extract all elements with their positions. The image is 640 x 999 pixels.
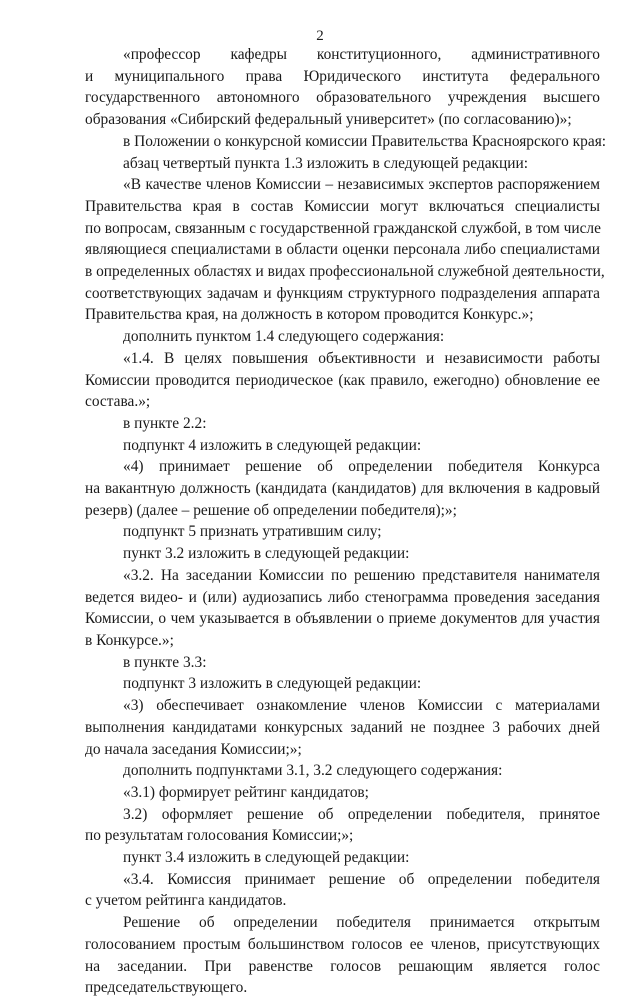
paragraph-p7	[85, 413, 600, 435]
text-line: с учетом рейтинга кандидатов.	[85, 892, 287, 910]
text-line: Комиссии, о чем указывается в объявлении о приеме документов для участия	[85, 610, 600, 628]
text-line: абзац четвертый пункта 1.3 изложить в следующей редакции:	[123, 154, 528, 172]
paragraph-p12	[85, 565, 600, 652]
text-line: пункт 3.4 изложить в следующей редакции:	[123, 849, 410, 867]
text-line: «3.1) формирует рейтинг кандидатов;	[123, 783, 369, 801]
paragraph-p5	[85, 326, 600, 348]
paragraph-p10	[85, 521, 600, 543]
text-line: «В качестве членов Комиссии – независимых экспертов распоряжением	[123, 176, 600, 194]
paragraph-p8	[85, 435, 600, 457]
paragraph-p16	[85, 760, 600, 782]
paragraph-p2	[85, 131, 607, 153]
page-number: 2	[316, 28, 324, 44]
paragraph-p13	[85, 652, 600, 674]
text-line: Решение об определении победителя принимается открытым	[123, 914, 600, 932]
paragraph-p19	[85, 847, 600, 869]
text-line: состава.»;	[85, 393, 151, 411]
text-line: государственного автономного образовательного учреждения высшего	[85, 89, 600, 107]
text-line: 3.2) оформляет решение об определении победителя, принятое	[123, 805, 600, 823]
paragraph-p15	[85, 695, 600, 760]
paragraph-p3	[85, 153, 600, 175]
paragraph-p18	[85, 804, 600, 847]
text-line: Правительства края, на должность в котором проводится Конкурс.»;	[85, 306, 534, 324]
paragraph-p11	[85, 543, 600, 565]
document-body	[85, 44, 607, 999]
text-line: резерв) (далее – решение об определении победителя);»;	[85, 501, 457, 519]
text-line: председательствующего.	[85, 979, 248, 997]
text-line: в Положении о конкурсной комиссии Правительства Красноярского края:	[123, 132, 607, 150]
text-line: «профессор кафедры конституционного, административного	[123, 46, 600, 63]
text-line: Правительства края в состав Комиссии могут включаться специалисты	[85, 197, 600, 215]
paragraph-p14	[85, 673, 600, 695]
text-line: образования «Сибирский федеральный университет» (по согласованию)»;	[85, 111, 572, 129]
text-line: подпункт 5 признать утратившим силу;	[123, 523, 382, 541]
text-line: выполнения кандидатами конкурсных заданий не позднее 3 рабочих дней	[85, 718, 600, 736]
paragraph-p17	[85, 782, 600, 804]
paragraph-p1	[85, 44, 600, 131]
text-line: дополнить подпунктами 3.1, 3.2 следующего содержания:	[123, 762, 503, 780]
text-line: до начала заседания Комиссии;»;	[85, 740, 302, 758]
text-line: в пункте 2.2:	[123, 414, 207, 432]
text-line: на заседании. При равенстве голосов решающим является голос	[85, 957, 600, 975]
text-line: по вопросам, связанным с государственной гражданской службой, в том числе	[85, 219, 601, 237]
text-line: по результатам голосования Комиссии;»;	[85, 827, 354, 845]
text-line: пункт 3.2 изложить в следующей редакции:	[123, 545, 410, 563]
text-line: в определенных областях и видах профессиональной служебной деятельности,	[85, 263, 605, 281]
text-line: подпункт 3 изложить в следующей редакции:	[123, 675, 422, 693]
text-line: в пункте 3.3:	[123, 653, 207, 671]
text-line: Комиссии проводится периодическое (как правило, ежегодно) обновление ее	[85, 371, 600, 389]
text-line: соответствующих задачам и функциям структурного подразделения аппарата	[85, 284, 600, 302]
text-line: ведется видео- и (или) аудиозапись либо стенограмма проведения заседания	[85, 588, 600, 606]
text-line: дополнить пунктом 1.4 следующего содержания:	[123, 328, 445, 346]
text-line: подпункт 4 изложить в следующей редакции:	[123, 436, 422, 454]
paragraph-p20	[85, 869, 600, 912]
text-line: голосованием простым большинством голосов ее членов, присутствующих	[85, 935, 600, 953]
text-line: «1.4. В целях повышения объективности и независимости работы	[123, 349, 600, 367]
text-line: на вакантную должность (кандидата (кандидатов) для включения в кадровый	[85, 480, 600, 498]
paragraph-p21	[85, 912, 600, 999]
text-line: являющиеся специалистами в области оценки персонала либо специалистами	[85, 241, 600, 259]
text-line: и муниципального права Юридического института федерального	[85, 67, 600, 85]
text-line: «4) принимает решение об определении победителя Конкурса	[123, 458, 600, 476]
paragraph-p6	[85, 348, 600, 413]
text-line: «3.2. На заседании Комиссии по решению представителя нанимателя	[123, 566, 600, 584]
paragraph-p4	[85, 174, 605, 326]
text-line: «3) обеспечивает ознакомление членов Комиссии с материалами	[123, 697, 600, 715]
text-line: «3.4. Комиссия принимает решение об определении победителя	[123, 870, 600, 888]
paragraph-p9	[85, 456, 600, 521]
text-line: в Конкурсе.»;	[85, 631, 174, 649]
